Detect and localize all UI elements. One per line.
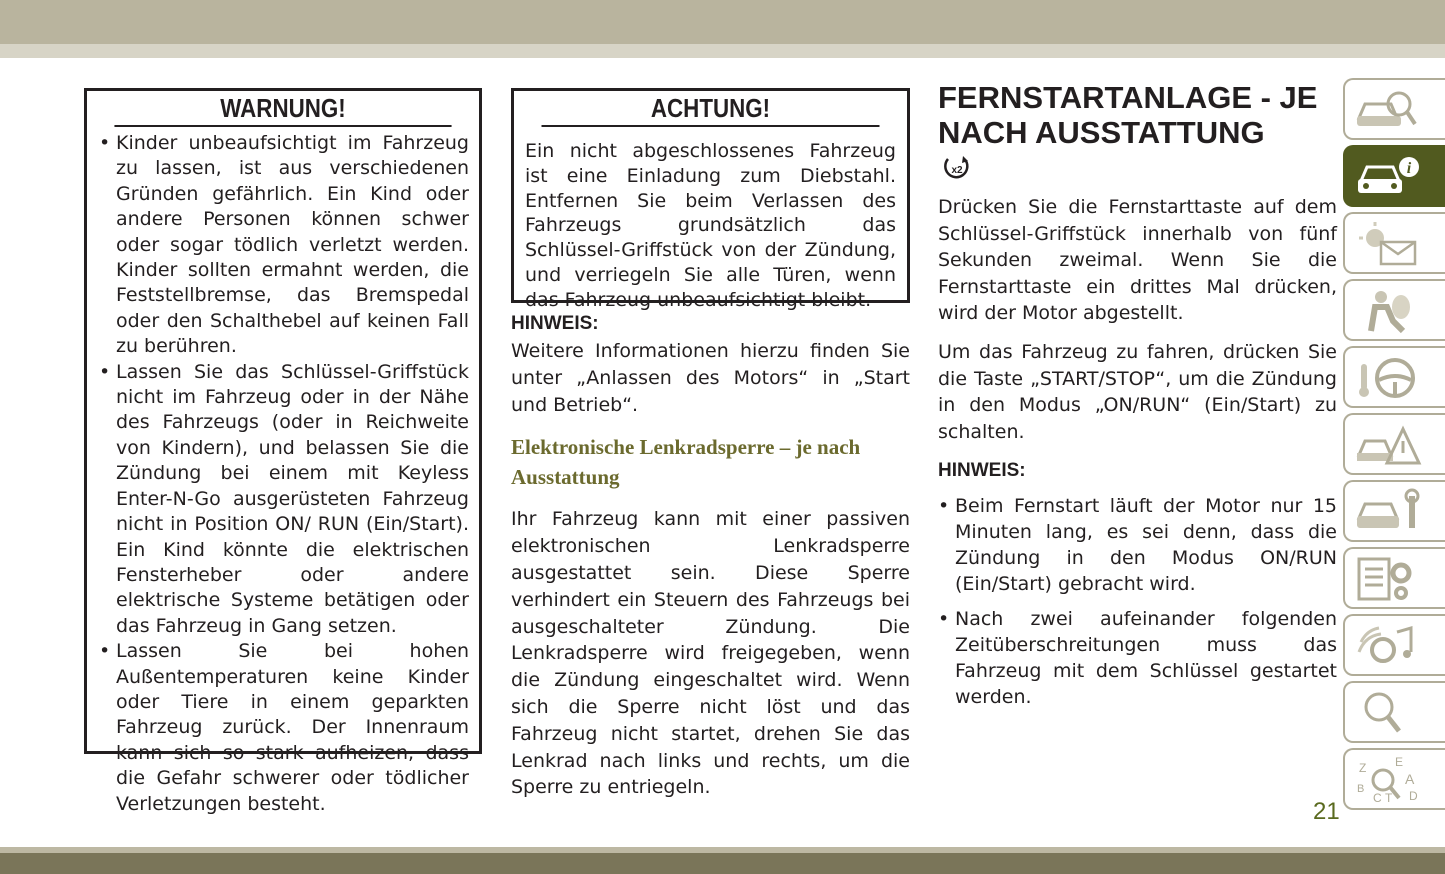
warning-title: WARNUNG! xyxy=(114,91,451,127)
tab-search[interactable] xyxy=(1343,681,1445,743)
tab-car-info[interactable] xyxy=(1343,145,1445,207)
tab-car-search[interactable] xyxy=(1343,78,1445,140)
warning-item: • Lassen Sie bei hohen Außentemperaturen keine Kinder oder Tiere in einem geparkten Fahrzeug zurück. Der Innenraum kann sich so stark aufheizen, dass die Gefahr schwerer oder tödlicher Verletzungen besteht. xyxy=(116,639,469,817)
warning-box xyxy=(84,88,482,815)
caution-title: ACHTUNG! xyxy=(542,91,880,127)
remote-start-paragraph-1: Drücken Sie die Fernstarttaste auf dem Schlüssel-Griffstück innerhalb von fünf Sekunden zweimal. Wenn Sie die Fernstarttaste ein drittes Mal drücken, wird der Motor abgestellt. xyxy=(938,196,1337,325)
index-letter: C xyxy=(1373,791,1382,804)
tab-index[interactable] xyxy=(1343,748,1445,810)
top-band-stripe xyxy=(0,44,1445,58)
note-text: Weitere Informationen hierzu finden Sie unter „Anlassen des Motors“ in „Start und Betrieb“. xyxy=(511,340,910,416)
remote-start-paragraph-2: Um das Fahrzeug zu fahren, drücken Sie die Taste „START/STOP“, um die Zündung in den Modus „ON/RUN“ (Ein/Start) zu schalten. xyxy=(938,340,1337,443)
remote-start-x2-icon xyxy=(942,154,974,186)
warning-light-message-icon xyxy=(1353,220,1423,268)
middle-column xyxy=(511,310,910,801)
tab-warning-lights[interactable] xyxy=(1343,212,1445,274)
index-letter: E xyxy=(1395,756,1404,769)
breakdown-warning-icon xyxy=(1353,421,1423,469)
index-letter: T xyxy=(1385,791,1393,804)
index-letter: B xyxy=(1357,783,1365,795)
car-info-icon xyxy=(1353,153,1423,201)
airbag-seat-icon xyxy=(1353,287,1423,335)
x2-label: x2 xyxy=(951,165,963,176)
caution-text: Ein nicht abgeschlossenes Fahrzeug ist eine Einladung zum Diebstahl. Entfernen Sie beim Verlassen des Fahrzeugs grundsätzlich das Schlüssel-Griffstück von der Zündung, und verriegeln Sie alle Türen, wenn das Fahrzeug unbeaufsichtigt bleibt. xyxy=(525,140,896,311)
section-title: FERNSTARTANLAGE - JE NACH AUSSTATTUNG xyxy=(938,80,1318,150)
specifications-gear-icon xyxy=(1353,555,1423,603)
bottom-band xyxy=(0,853,1445,874)
index-letter: D xyxy=(1409,789,1418,803)
steering-wheel-key-icon xyxy=(1353,354,1423,402)
note-list xyxy=(938,493,1337,710)
index-az-icon xyxy=(1353,756,1423,804)
index-letter: Z xyxy=(1359,761,1367,775)
note-label: HINWEIS: xyxy=(511,313,599,334)
section-subheading: Elektronische Lenkradsperre – je nach Ausstattung xyxy=(511,435,861,490)
note-label: HINWEIS: xyxy=(938,460,1026,482)
warning-item: • Kinder unbeaufsichtigt im Fahrzeug zu lassen, ist aus verschiedenen Gründen gefährlich. Ein Kind oder andere Personen können schwer oder sogar tödlich verletzt werden. Kinder sollten ermahnt werden, die Feststellbremse, das Bremspedal oder den Schalthebel auf keinen Fall zu berühren. xyxy=(116,131,469,360)
tab-emergency[interactable] xyxy=(1343,413,1445,475)
multimedia-icon xyxy=(1353,622,1423,670)
right-column xyxy=(938,80,1337,719)
svg-text:i: i xyxy=(1406,160,1412,177)
warning-list xyxy=(87,127,479,817)
note-item: • Nach zwei aufeinander folgenden Zeitüberschreitungen muss das Fahrzeug mit dem Schlüssel gestartet werden. xyxy=(955,606,1337,710)
top-band xyxy=(0,0,1445,44)
tab-safety[interactable] xyxy=(1343,279,1445,341)
caution-box xyxy=(511,88,910,311)
page-number: 21 xyxy=(1313,798,1340,825)
tab-multimedia[interactable] xyxy=(1343,614,1445,676)
note-item: • Beim Fernstart läuft der Motor nur 15 Minuten lang, es sei denn, dass die Zündung in den Modus ON/RUN (Ein/Start) gebracht wird. xyxy=(955,493,1337,597)
index-letter: A xyxy=(1405,771,1415,787)
car-service-icon xyxy=(1353,488,1423,536)
tab-service[interactable] xyxy=(1343,480,1445,542)
tab-starting-driving[interactable] xyxy=(1343,346,1445,408)
steering-lock-paragraph: Ihr Fahrzeug kann mit einer passiven elektronischen Lenkradsperre ausgestattet sein. Diese Sperre verhindert ein Steuern des Fahrzeugs bei ausgeschalteter Zündung. Die Lenkradsperre wird freigegeben, wenn die Zündung eingeschaltet wird. Wenn sich die Sperre nicht löst und das Fahrzeug nicht startet, drehen Sie das Lenkrad nach links und rechts, um die Sperre zu entriegeln. xyxy=(511,508,910,799)
tab-specifications[interactable] xyxy=(1343,547,1445,609)
car-search-icon xyxy=(1353,86,1423,134)
search-icon xyxy=(1353,689,1423,737)
warning-item: • Lassen Sie das Schlüssel-Griffstück nicht im Fahrzeug oder in der Nähe des Fahrzeugs (oder in Reichweite von Kindern), und belassen Sie die Zündung bei einem mit Keyless Enter-N-Go ausgerüsteten Fahrzeug nicht in Position ON/ RUN (Ein/Start). Ein Kind könnte die elektrischen Fensterheber oder andere elektrische Systeme betätigen oder das Fahrzeug in Gang setzen. xyxy=(116,360,469,639)
